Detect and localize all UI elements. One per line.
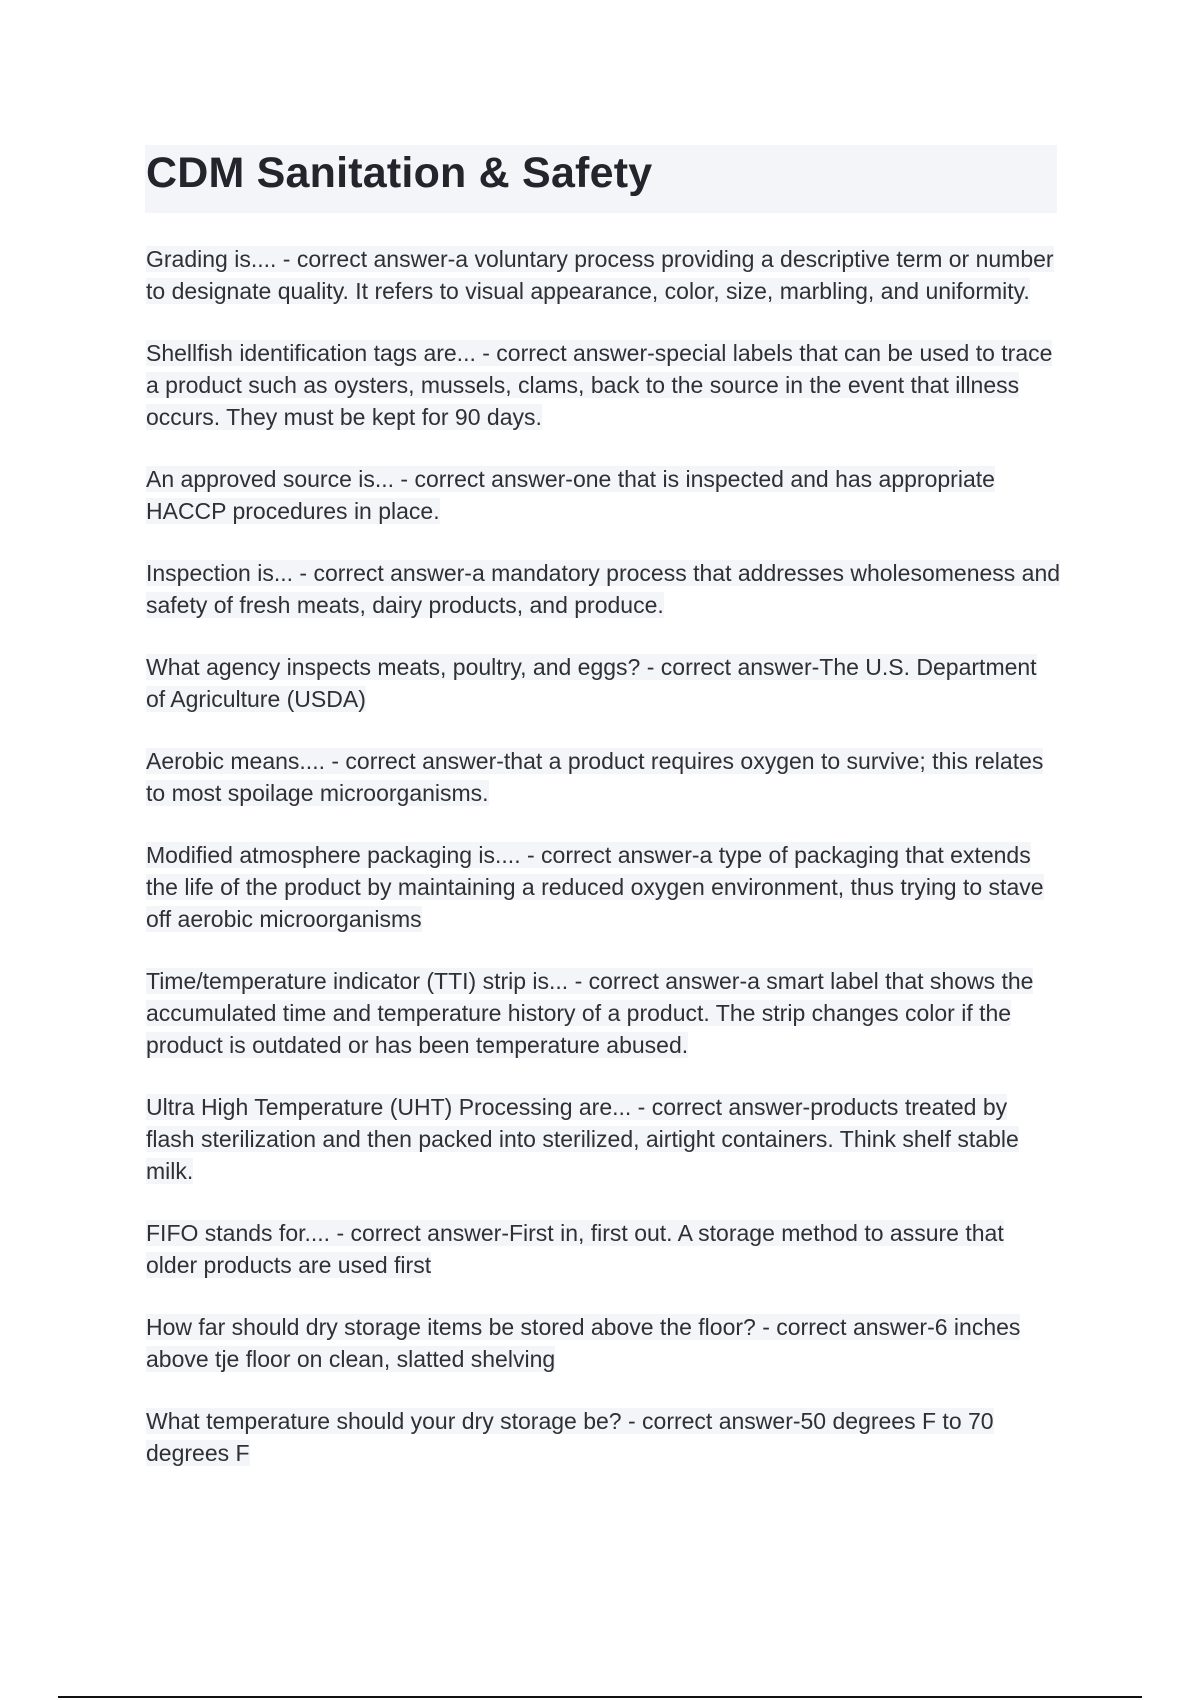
footer-divider <box>58 1696 1142 1698</box>
qa-item <box>146 337 1061 433</box>
qa-item <box>146 1311 1061 1375</box>
qa-item-text: Time/temperature indicator (TTI) strip is... - correct answer-a smart label that shows the accumulated time and temperature history of a product. The strip changes color if the product is outdated or has been temperature abused. <box>146 968 1034 1058</box>
qa-item-text: What agency inspects meats, poultry, and eggs? - correct answer-The U.S. Department of Agriculture (USDA) <box>146 654 1037 712</box>
qa-item <box>146 557 1061 621</box>
qa-item-text: Aerobic means.... - correct answer-that a product requires oxygen to survive; this relates to most spoilage microorganisms. <box>146 748 1044 806</box>
qa-item-text: FIFO stands for.... - correct answer-First in, first out. A storage method to assure that older products are used first <box>146 1220 1004 1278</box>
qa-item-text: Modified atmosphere packaging is.... - correct answer-a type of packaging that extends the life of the product by maintaining a reduced oxygen environment, thus trying to stave off aerobic microorganisms <box>146 842 1044 932</box>
qa-item <box>146 651 1061 715</box>
qa-item-text: Shellfish identification tags are... - correct answer-special labels that can be used to trace a product such as oysters, mussels, clams, back to the source in the event that illness occurs. They must be kept for 90 days. <box>146 340 1053 430</box>
qa-item <box>146 243 1061 307</box>
qa-item <box>146 839 1061 935</box>
qa-item <box>146 965 1061 1061</box>
qa-item <box>146 1405 1061 1469</box>
qa-item-text: Ultra High Temperature (UHT) Processing are... - correct answer-products treated by flash sterilization and then packed into sterilized, airtight containers. Think shelf stable milk. <box>146 1094 1019 1184</box>
qa-item-text: Inspection is... - correct answer-a mandatory process that addresses wholesomeness and safety of fresh meats, dairy products, and produce. <box>146 560 1061 618</box>
qa-item <box>146 1091 1061 1187</box>
qa-item-text: How far should dry storage items be stored above the floor? - correct answer-6 inches above tje floor on clean, slatted shelving <box>146 1314 1021 1372</box>
qa-item <box>146 745 1061 809</box>
qa-list <box>146 243 1061 1499</box>
qa-item <box>146 1217 1061 1281</box>
qa-item-text: An approved source is... - correct answer-one that is inspected and has appropriate HACCP procedures in place. <box>146 466 995 524</box>
qa-item <box>146 463 1061 527</box>
qa-item-text: What temperature should your dry storage be? - correct answer-50 degrees F to 70 degrees F <box>146 1408 994 1466</box>
qa-item-text: Grading is.... - correct answer-a voluntary process providing a descriptive term or number to designate quality. It refers to visual appearance, color, size, marbling, and uniformity. <box>146 246 1054 304</box>
page-title: CDM Sanitation & Safety <box>146 149 653 197</box>
